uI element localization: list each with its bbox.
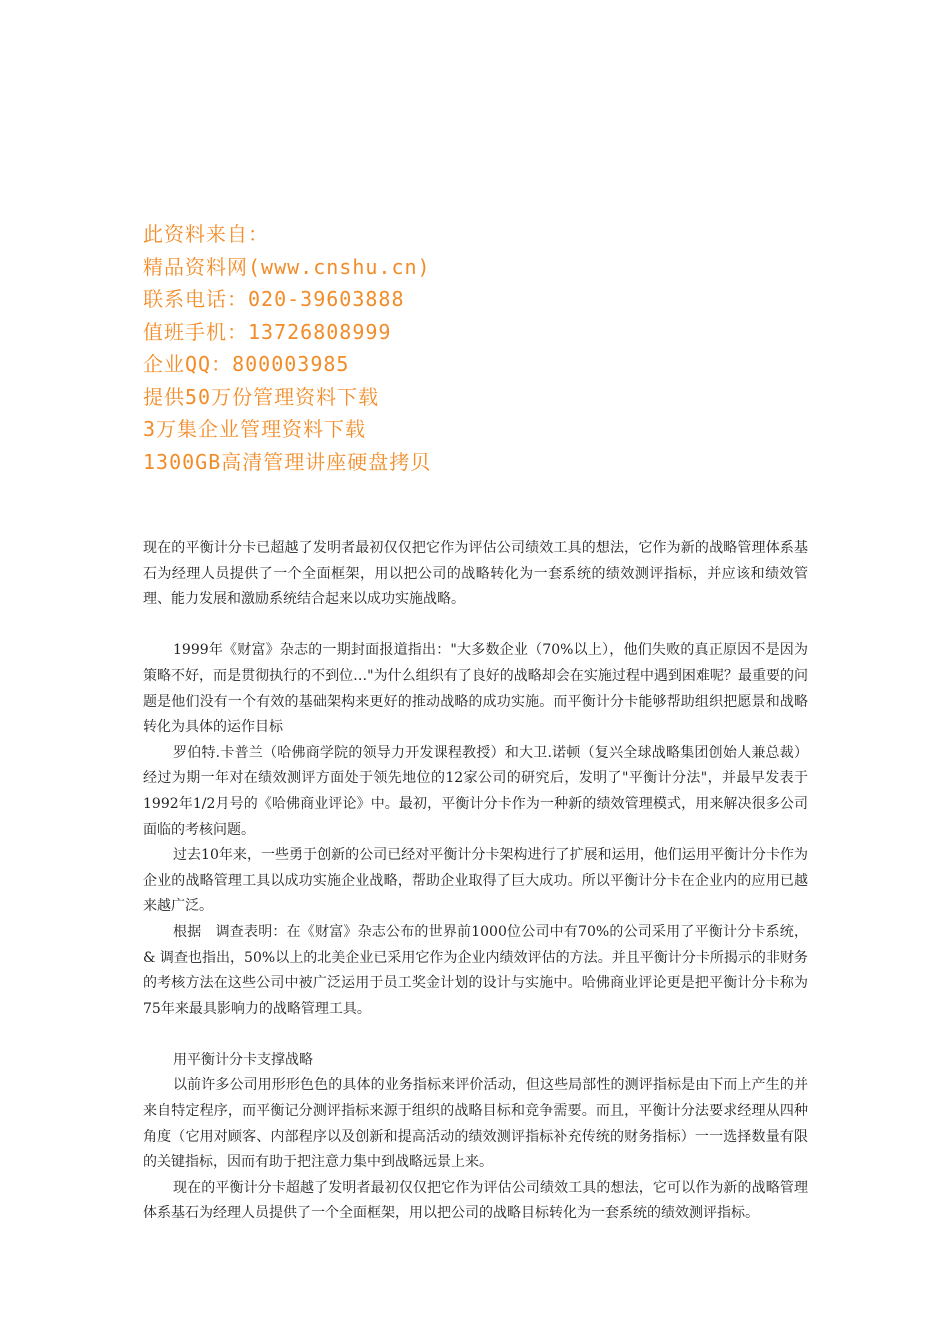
paragraph-conclusion: 现在的平衡计分卡超越了发明者最初仅仅把它作为评估公司绩效工具的想法，它可以作为新的战略管理体系基石为经理人员提供了一个全面框架，用以把公司的战略目标转化为一套系统的绩效测评指标。 xyxy=(143,1179,808,1222)
paragraph-survey: 根据 调查表明：在《财富》杂志公布的世界前1000位公司中有70%的公司采用了平衡计分卡系统，& 调查也指出，50%以上的北美企业已采用它作为企业内绩效评估的方法。并且平衡计分卡所揭示的非财务的考核方法在这些公司中被广泛运用于员工奖金计划的设计与实施中。哈佛商业评论更是把平衡计分卡称为75年来最具影响力的战略管理工具。 xyxy=(143,923,808,1017)
source-line-intro: 此资料来自： xyxy=(143,222,269,246)
source-line-mobile: 值班手机：13726808999 xyxy=(143,319,392,344)
source-line-website: 精品资料网(www.cnshu.cn) xyxy=(143,254,431,279)
source-line-phone: 联系电话：020-39603888 xyxy=(143,287,405,311)
paragraph-fortune-report: 1999年《财富》杂志的一期封面报道指出："大多数企业（70%以上），他们失败的真正原因不是因为策略不好，而是贯彻执行的不到位…"为什么组织有了良好的战略却会在实施过程中遇到困难呢？最重要的问题是他们没有一个有效的基础架构来更好的推动战略的成功实施。而平衡计分卡能够帮助组织把愿景和战略转化为具体的运作目标 xyxy=(143,642,808,736)
source-info-block xyxy=(143,218,763,478)
paragraph-kaplan-norton: 罗伯特.卡普兰（哈佛商学院的领导力开发课程教授）和大卫.诺顿（复兴全球战略集团创始人兼总裁）经过为期一年对在绩效测评方面处于领先地位的12家公司的研究后，发明了"平衡计分法"，并最早发表于1992年1/2月号的《哈佛商业评论》中。最初，平衡计分卡作为一种新的绩效管理模式，用来解决很多公司面临的考核问题。 xyxy=(143,744,808,838)
paragraph-gap xyxy=(143,1022,808,1048)
source-line-offer-1: 提供50万份管理资料下载 xyxy=(143,384,380,409)
section-heading: 用平衡计分卡支撑战略 xyxy=(173,1051,313,1068)
paragraph-gap xyxy=(143,613,808,639)
source-line-offer-2: 3万集企业管理资料下载 xyxy=(143,417,367,441)
source-line-qq: 企业QQ：800003985 xyxy=(143,352,350,376)
source-line-offer-3: 1300GB高清管理讲座硬盘拷贝 xyxy=(143,449,432,474)
article-body xyxy=(143,536,808,1227)
paragraph-metrics: 以前许多公司用形形色色的具体的业务指标来评价活动，但这些局部性的测评指标是由下而上产生的并来自特定程序，而平衡记分测评指标来源于组织的战略目标和竞争需要。而且，平衡计分法要求经理从四种角度（它用对顾客、内部程序以及创新和提高活动的绩效测评指标补充传统的财务指标）一一选择数量有限的关键指标，因而有助于把注意力集中到战略远景上来。 xyxy=(143,1077,808,1171)
paragraph-intro: 现在的平衡计分卡已超越了发明者最初仅仅把它作为评估公司绩效工具的想法，它作为新的战略管理体系基石为经理人员提供了一个全面框架，用以把公司的战略转化为一套系统的绩效测评指标，并应该和绩效管理、能力发展和激励系统结合起来以成功实施战略。 xyxy=(143,540,808,608)
paragraph-past-decade: 过去10年来，一些勇于创新的公司已经对平衡计分卡架构进行了扩展和运用，他们运用平衡计分卡作为企业的战略管理工具以成功实施企业战略，帮助企业取得了巨大成功。所以平衡计分卡在企业内的应用已越来越广泛。 xyxy=(143,847,808,915)
